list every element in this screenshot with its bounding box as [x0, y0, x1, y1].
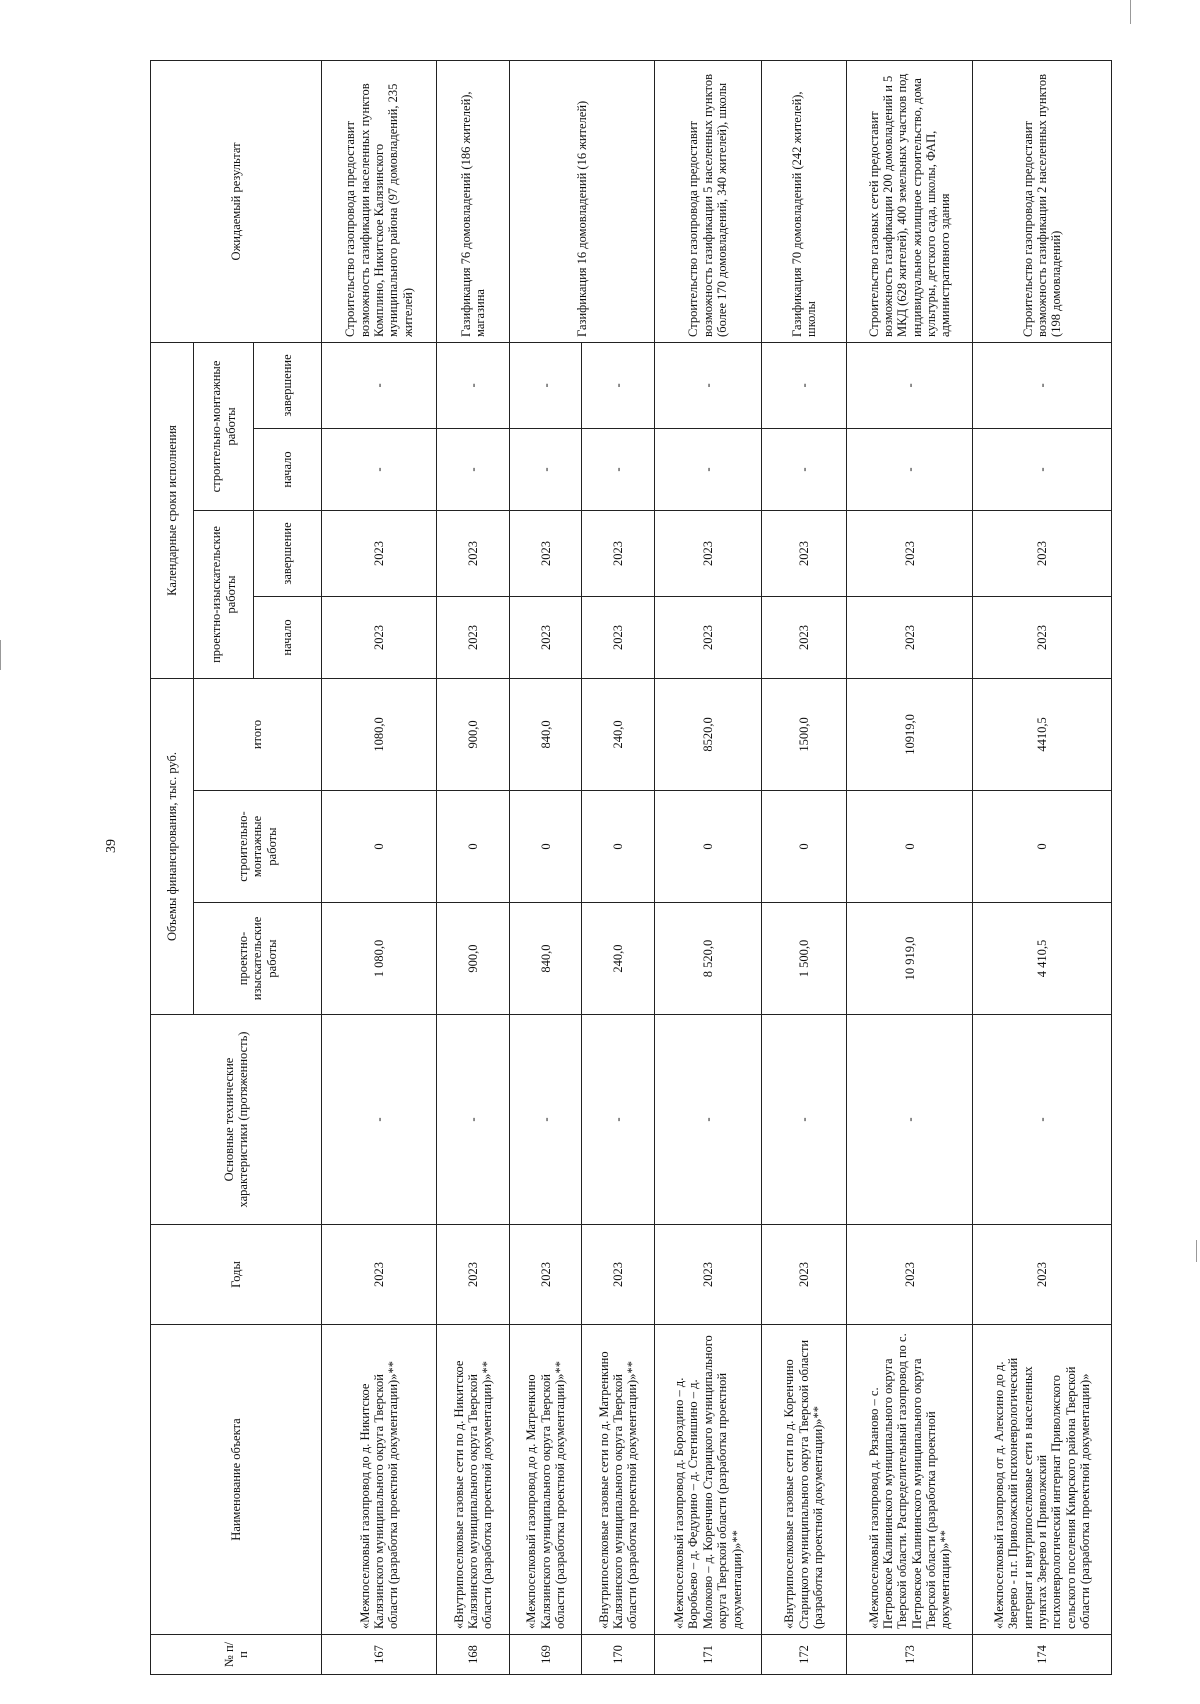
- row-fin-smr: 0: [761, 791, 846, 903]
- header-finance: Объемы финансирования, тыс. руб.: [151, 678, 194, 1014]
- header-fin-total: итого: [194, 678, 322, 790]
- header-tech: Основные технические характеристики (протяженность): [151, 1015, 322, 1225]
- row-year: 2023: [509, 1225, 582, 1325]
- row-fin-pir: 8 520,0: [655, 903, 762, 1015]
- row-smr-end: -: [761, 342, 846, 428]
- row-pir-start: 2023: [973, 596, 1112, 678]
- row-fin-pir: 840,0: [509, 903, 582, 1015]
- row-fin-pir: 10 919,0: [847, 903, 973, 1015]
- row-name: «Внутрипоселковые газовые сети по д. Матренкино Калязинского муниципального округа Тверской области (разработка проектной документации)»**: [582, 1325, 655, 1635]
- row-smr-end: -: [847, 342, 973, 428]
- row-smr-start: -: [847, 428, 973, 510]
- row-pir-end: 2023: [437, 510, 510, 596]
- row-pir-start: 2023: [847, 596, 973, 678]
- row-year: 2023: [437, 1225, 510, 1325]
- row-tech: -: [655, 1015, 762, 1225]
- row-fin-total: 900,0: [437, 678, 510, 790]
- row-smr-end: -: [655, 342, 762, 428]
- table-row: [322, 60, 437, 1674]
- row-tech: -: [761, 1015, 846, 1225]
- row-smr-end: -: [582, 342, 655, 428]
- table-row: [437, 60, 510, 1674]
- row-pir-end: 2023: [655, 510, 762, 596]
- row-num: 167: [322, 1635, 437, 1675]
- row-pir-start: 2023: [582, 596, 655, 678]
- row-num: 169: [509, 1635, 582, 1675]
- header-pir-end: завершение: [254, 510, 322, 596]
- row-year: 2023: [322, 1225, 437, 1325]
- row-smr-start: -: [655, 428, 762, 510]
- row-name: «Межпоселковый газопровод д. Рязаново – с. Петровское Калининского муниципального округа Тверской области. Распределительный газопровод по с. Петровское Калининского муниципального округа Тверской области (разработка проектной документации)»**: [847, 1325, 973, 1635]
- row-result: Строительство газопровода предоставит возможность газификации населенных пунктов Комплино, Никитское Калязинского муниципального района (97 домовладений, 235 жителей): [322, 60, 437, 342]
- row-pir-end: 2023: [509, 510, 582, 596]
- row-fin-total: 10919,0: [847, 678, 973, 790]
- row-fin-smr: 0: [509, 791, 582, 903]
- scan-mark-top: [1130, 0, 1131, 24]
- row-fin-pir: 240,0: [582, 903, 655, 1015]
- row-num: 170: [582, 1635, 655, 1675]
- row-fin-total: 240,0: [582, 678, 655, 790]
- header-name: Наименование объекта: [151, 1325, 322, 1635]
- row-tech: -: [322, 1015, 437, 1225]
- table-row: [509, 60, 582, 1674]
- row-result: Газификация 70 домовладений (242 жителей), школы: [761, 60, 846, 342]
- rotated-table-container: [150, 61, 1112, 1675]
- row-year: 2023: [655, 1225, 762, 1325]
- row-fin-smr: 0: [655, 791, 762, 903]
- row-fin-pir: 1 080,0: [322, 903, 437, 1015]
- table-row: [847, 60, 973, 1674]
- row-result: Строительство газопровода предоставит возможность газификации 2 населенных пунктов (198 домовладений): [973, 60, 1112, 342]
- row-name: «Межпоселковый газопровод до д. Никитское Калязинского муниципального округа Тверской области (разработка проектной документации)»**: [322, 1325, 437, 1635]
- row-num: 171: [655, 1635, 762, 1675]
- row-smr-start: -: [437, 428, 510, 510]
- row-name: «Межпоселковый газопровод до д. Матренкино Калязинского муниципального округа Тверской области (разработка проектной документации)»**: [509, 1325, 582, 1635]
- row-year: 2023: [973, 1225, 1112, 1325]
- table-row: [655, 60, 762, 1674]
- row-pir-end: 2023: [761, 510, 846, 596]
- row-pir-end: 2023: [847, 510, 973, 596]
- row-fin-smr: 0: [322, 791, 437, 903]
- header-cal-smr: строительно-монтажные работы: [194, 342, 254, 510]
- row-num: 174: [973, 1635, 1112, 1675]
- row-fin-total: 4410,5: [973, 678, 1112, 790]
- table-row: [761, 60, 846, 1674]
- row-smr-start: -: [322, 428, 437, 510]
- page-number: 39: [104, 839, 119, 853]
- row-tech: -: [847, 1015, 973, 1225]
- row-fin-smr: 0: [437, 791, 510, 903]
- row-tech: -: [437, 1015, 510, 1225]
- row-year: 2023: [761, 1225, 846, 1325]
- row-tech: -: [973, 1015, 1112, 1225]
- row-result: Газификация 76 домовладений (186 жителей), магазина: [437, 60, 510, 342]
- row-pir-start: 2023: [761, 596, 846, 678]
- table-row: [973, 60, 1112, 1674]
- row-fin-smr: 0: [847, 791, 973, 903]
- header-smr-start: начало: [254, 428, 322, 510]
- row-pir-start: 2023: [437, 596, 510, 678]
- row-name: «Внутрипоселковые газовые сети по д. Коренчино Старицкого муниципального округа Тверской области (разработка проектной документации)»**: [761, 1325, 846, 1635]
- header-result: Ожидаемый результат: [151, 60, 322, 342]
- row-year: 2023: [847, 1225, 973, 1325]
- row-name: «Межпоселковый газопровод д. Бороздино – д. Воробьево – д. Федурино – д. Стегнишино – д. Молоково – д. Коренчино Старицкого муниципального округа Тверской области (разработка проектной документации)»**: [655, 1325, 762, 1635]
- row-fin-smr: 0: [582, 791, 655, 903]
- header-pir-start: начало: [254, 596, 322, 678]
- header-cal-pir: проектно-изыскательские работы: [194, 510, 254, 678]
- row-smr-start: -: [509, 428, 582, 510]
- row-fin-pir: 900,0: [437, 903, 510, 1015]
- row-tech: -: [582, 1015, 655, 1225]
- row-smr-start: -: [761, 428, 846, 510]
- row-pir-start: 2023: [655, 596, 762, 678]
- row-fin-total: 8520,0: [655, 678, 762, 790]
- header-smr-end: завершение: [254, 342, 322, 428]
- row-fin-total: 840,0: [509, 678, 582, 790]
- row-smr-start: -: [582, 428, 655, 510]
- row-num: 172: [761, 1635, 846, 1675]
- row-name: «Межпоселковый газопровод от д. Алексино до д. Зверево - п.г. Приволжский психоневрологический интернат и внутрипоселковые сети в населенных пунктах Зверево и Приволжский психоневрологический интернат Приволжского сельского поселения Кимрского района Тверской области (разработка проектной документации)»: [973, 1325, 1112, 1635]
- row-pir-start: 2023: [322, 596, 437, 678]
- scan-mark-left: [0, 640, 1, 670]
- row-pir-end: 2023: [582, 510, 655, 596]
- row-fin-total: 1500,0: [761, 678, 846, 790]
- row-fin-pir: 4 410,5: [973, 903, 1112, 1015]
- scan-mark-right: [1196, 1240, 1197, 1262]
- row-tech: -: [509, 1015, 582, 1225]
- header-fin-smr: строительно-монтажные работы: [194, 791, 322, 903]
- row-result: Строительство газовых сетей предоставит возможность газификации 200 домовладений и 5 МКД (628 жителей), 400 земельных участков под индивидуальное жилищное строительство, дома культуры, детского сада, школы, ФАП, административного здания: [847, 60, 973, 342]
- row-result: Строительство газопровода предоставит возможность газификации 5 населенных пунктов (более 170 домовладений, 340 жителей), школы: [655, 60, 762, 342]
- row-name: «Внутрипоселковые газовые сети по д. Никитское Калязинского муниципального округа Тверской области (разработка проектной документации)»**: [437, 1325, 510, 1635]
- row-num: 168: [437, 1635, 510, 1675]
- row-smr-end: -: [973, 342, 1112, 428]
- row-fin-pir: 1 500,0: [761, 903, 846, 1015]
- header-years: Годы: [151, 1225, 322, 1325]
- row-pir-start: 2023: [509, 596, 582, 678]
- row-smr-end: -: [509, 342, 582, 428]
- header-fin-pir: проектно-изыскательские работы: [194, 903, 322, 1015]
- row-pir-end: 2023: [973, 510, 1112, 596]
- row-smr-end: -: [437, 342, 510, 428]
- row-result: Газификация 16 домовладений (16 жителей): [509, 60, 654, 342]
- row-fin-total: 1080,0: [322, 678, 437, 790]
- row-smr-start: -: [973, 428, 1112, 510]
- header-num: № п/п: [151, 1635, 322, 1675]
- row-num: 173: [847, 1635, 973, 1675]
- row-pir-end: 2023: [322, 510, 437, 596]
- row-year: 2023: [582, 1225, 655, 1325]
- gas-pipeline-table: [150, 60, 1112, 1675]
- header-calendar: Календарные сроки исполнения: [151, 342, 194, 678]
- row-fin-smr: 0: [973, 791, 1112, 903]
- row-smr-end: -: [322, 342, 437, 428]
